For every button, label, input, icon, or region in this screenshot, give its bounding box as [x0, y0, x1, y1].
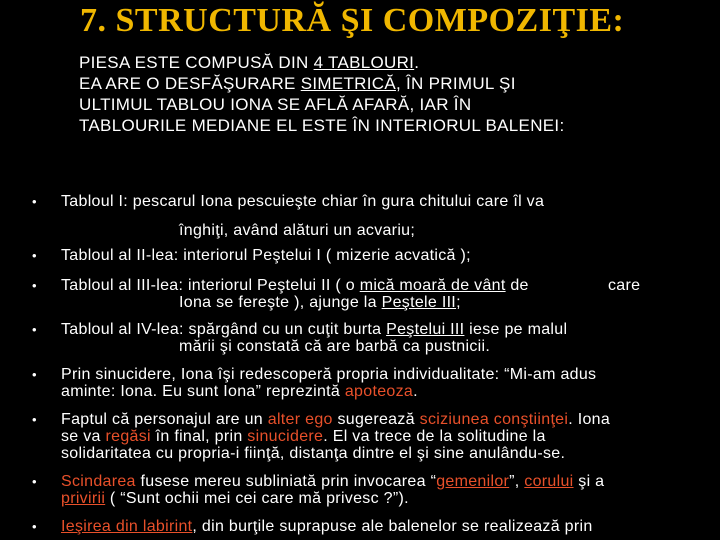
item-5-text: . — [413, 383, 418, 400]
item-3-line-1-tail: care — [608, 277, 641, 294]
item-3-text: de — [505, 277, 529, 294]
item-7-highlight-corului: corului — [524, 473, 574, 490]
item-4-line-1 — [61, 321, 567, 339]
intro-line-3: ULTIMUL TABLOU IONA SE AFLĂ AFARĂ, IAR ÎN — [79, 95, 472, 114]
bullet-icon: • — [32, 194, 37, 209]
item-4-underlined-pestelui: Peştelui III — [386, 321, 465, 338]
item-3-text: ; — [456, 294, 461, 311]
bullet-icon: • — [32, 412, 37, 427]
item-7-highlight-privirii: privirii — [61, 490, 106, 507]
item-3-text: Tabloul al III-lea: interiorul Peştelui II ( o — [61, 277, 360, 294]
item-7-line-1 — [61, 473, 604, 491]
bullet-icon: • — [32, 248, 37, 263]
item-1-line-1: Tabloul I: pescarul Iona pescuieşte chiar în gura chitului care îl va — [61, 193, 545, 210]
slide-title: 7. STRUCTURĂ ŞI COMPOZIŢIE: — [80, 2, 625, 39]
item-6-text: . Iona — [568, 411, 611, 428]
item-7-line-2 — [61, 490, 409, 508]
item-3-text: Iona se fereşte ), ajunge la — [179, 294, 382, 311]
item-7-highlight-scindarea: Scindarea — [61, 473, 136, 490]
item-6-highlight-sciziunea: sciziunea conştiinţei — [419, 411, 569, 428]
item-6-highlight-regasi: regăsi — [105, 428, 151, 445]
item-8-text: , din burţile suprapuse ale balenelor se realizează prin — [192, 518, 593, 535]
item-7-text: şi a — [573, 473, 605, 490]
item-1-line-2: înghiţi, având alături un acvariu; — [179, 222, 416, 239]
item-6-line-3: solidaritatea cu propria-i fiinţă, distanţa dintre el şi sine anulându-se. — [61, 445, 566, 462]
item-6-text: în final, prin — [150, 428, 248, 445]
bullet-icon: • — [32, 278, 37, 293]
intro-underlined-tablouri: 4 TABLOURI — [313, 53, 415, 72]
item-8-line-1 — [61, 518, 593, 536]
item-6-highlight-sinucidere: sinucidere — [247, 428, 324, 445]
item-7-text: ( “Sunt ochii mei cei care mă privesc ?”). — [105, 490, 409, 507]
intro-text: , ÎN PRIMUL ŞI — [395, 74, 516, 93]
intro-underlined-simetrica: SIMETRICĂ — [300, 74, 396, 93]
bullet-icon: • — [32, 322, 37, 337]
bullet-icon: • — [32, 367, 37, 382]
item-6-line-1 — [61, 411, 610, 429]
item-8-highlight-iesirea: Ieşirea din labirint — [61, 518, 193, 535]
item-6-text: sugerează — [332, 411, 420, 428]
item-5-line-1: Prin sinucidere, Iona îşi redescoperă propria individualitate: “Mi-am adus — [61, 366, 597, 383]
item-6-line-2 — [61, 428, 546, 446]
item-6-text: Faptul că personajul are un — [61, 411, 268, 428]
intro-line-4: TABLOURILE MEDIANE EL ESTE ÎN INTERIORUL BALENEI: — [79, 116, 565, 135]
item-5-highlight-apoteoza: apoteoza — [344, 383, 414, 400]
item-5-text: aminte: Iona. Eu sunt Iona” reprezintă — [61, 383, 345, 400]
intro-text: EA ARE O DESFĂŞURARE — [79, 74, 301, 93]
item-4-line-2: mării şi constată că are barbă ca pustnicii. — [179, 338, 491, 355]
intro-text: . — [414, 53, 420, 72]
item-3-underlined-moara: mică moară de vânt — [359, 277, 506, 294]
item-5-line-2 — [61, 383, 418, 401]
item-3-line-1 — [61, 277, 529, 295]
item-4-text: Tabloul al IV-lea: spărgând cu un cuţit burta — [61, 321, 387, 338]
item-7-text: ”, — [509, 473, 525, 490]
item-7-highlight-gemenilor: gemenilor — [436, 473, 510, 490]
item-4-text: iese pe malul — [464, 321, 568, 338]
item-6-text: . El va trece de la solitudine la — [323, 428, 546, 445]
item-6-text: se va — [61, 428, 106, 445]
bullet-icon: • — [32, 474, 37, 489]
bullet-icon: • — [32, 519, 37, 534]
item-7-text: fusese mereu subliniată prin invocarea “ — [135, 473, 437, 490]
intro-text: PIESA ESTE COMPUSĂ DIN — [79, 53, 314, 72]
item-2-line-1: Tabloul al II-lea: interiorul Peştelui I ( mizerie acvatică ); — [61, 247, 471, 264]
item-3-line-2 — [179, 294, 461, 312]
item-6-highlight-alter-ego: alter ego — [267, 411, 333, 428]
item-3-underlined-pestele: Peştele III — [381, 294, 457, 311]
